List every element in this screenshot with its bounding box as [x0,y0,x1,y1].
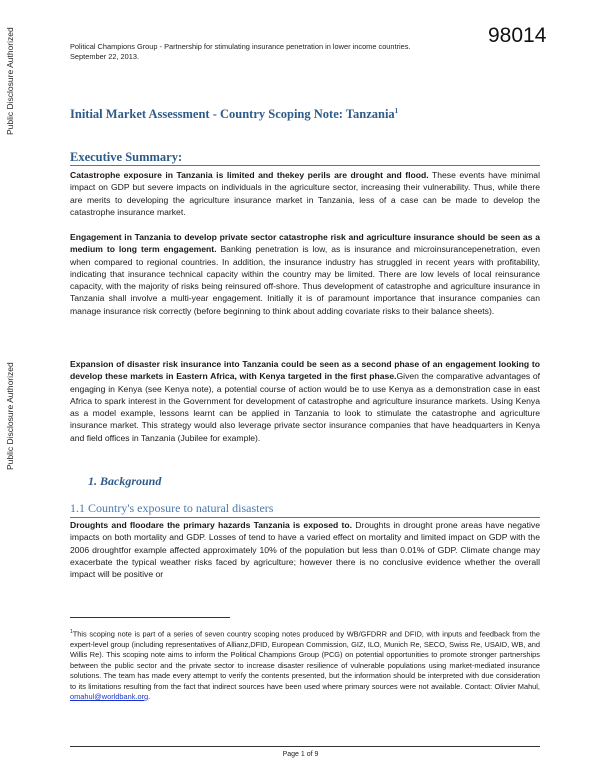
background-heading: 1. Background [88,474,162,488]
title-footnote-mark: 1 [394,107,399,115]
disclosure-label-top: Public Disclosure Authorized [5,27,15,135]
paragraph-2-body: Banking penetration is low, as is insurance and microinsurancepenetration, even when compared to regional countries. In addition, the insurance industry has struggled in recent years with profitability, indicating that insurance technical capacity within the country may be limited. There are low levels of local reinsurance capacity, with the majority of risks being reinsured off-shore. Thus development of catastrophe and agriculture insurance in Tanzania shall involve a multi-year engagement. Initially it is of paramount importance that insurance companies can manage insurance risk correctly (before beginning to think about adding covariate risks to their balance sheets). [70,244,541,316]
paragraph-3-body: Given the comparative advantages of engaging in Kenya (see Kenya note), a potential course of action would be to use Kenya as a demonstration case in east Africa to spark interest in the Government for development of catastrophe and agriculture insurance markets. Using Kenya as a model example, lessons learnt can be applied in Tanzania to look to stimulate the catastrophe and agriculture insurance market. This strategy would also leverage private sector insurance companies that have headquarters in Kenya and field offices in Tanzania (Jubilee for example). [70,371,541,443]
paragraph-1 [70,169,540,218]
header-line-1: Political Champions Group - Partnership for stimulating insurance penetration in lower income countries. [70,42,411,51]
contact-email-link[interactable]: omahul@worldbank.org [70,691,149,701]
page-title [70,107,398,122]
paragraph-3-lead: Expansion of disaster risk insurance into Tanzania could be seen as a second phase of an engagement looking to develop these markets in Eastern Africa, with Kenya targeted in the first phase. [70,359,540,382]
exposure-subheading: 1.1 Country's exposure to natural disasters [70,501,540,518]
document-header [70,42,411,62]
paragraph-1-body: These events have minimal impact on GDP but severe impacts on individuals in the agriculture sector, increasing their vulnerability. Thus, while there are merits to developing the agriculture insurance market in Tanzania, less of a case can be made to develop the catastrophe insurance market. [70,170,540,217]
executive-summary-heading: Executive Summary: [70,150,540,166]
disclosure-label-bottom: Public Disclosure Authorized [5,362,15,470]
footnote-text: This scoping note is part of a series of seven country scoping notes produced by WB/GFDRR and DFID, with inputs and feedback from the expert-level group (including representatives of Allianz,DFID, European Commission, GIZ, ILO, Munich Re, SECO, Swiss Re, USAID, WB, and Willis Re). This scoping note aims to inform the Political Champions Group (PCG) on potential opportunities to promote stronger partnerships between the public sector and the private sector to increase disaster resilience of vulnerable populations using market-mediated insurance solutions. The team has made every attempt to verify the contents presented, but the information should be interpreted with due consideration to its limitations resulting from the fact that indirect sources have been used where primary sources were not available. Contact: Olivier Mahul, [70,629,540,691]
page-number: Page 1 of 9 [282,751,319,758]
paragraph-4-body: Droughts in drought prone areas have negative impacts on both mortality and GDP. Losses of tend to have a varied effect on mortality and limited impact on GDP with the 2006 droughtfor example affected approximately 10% of the population but less than 0.01% of GDP. Climate change may exacerbate the typical weather risks faced by agriculture; however there is no conclusive evidence whether the overall impact will be positive or [70,520,540,580]
footnote [70,627,540,702]
document-number: 98014 [488,24,547,47]
paragraph-2-lead: Engagement in Tanzania to develop private sector catastrophe risk and agriculture insurance should be seen as a medium to long term engagement. [70,232,540,255]
footer-rule [70,746,540,747]
paragraph-2 [70,231,540,317]
paragraph-3 [70,358,540,444]
paragraph-1-lead: Catastrophe exposure in Tanzania is limited and thekey perils are drought and flood. [70,170,429,180]
footnote-tail: . [148,691,151,701]
title-text: Initial Market Assessment - Country Scoping Note: Tanzania [70,107,395,122]
header-line-2: September 22, 2013. [70,52,140,61]
paragraph-4-lead: Droughts and floodare the primary hazards Tanzania is exposed to. [70,520,353,530]
paragraph-4 [70,519,540,580]
footnote-mark: 1 [70,629,73,635]
footnote-separator [70,617,230,618]
